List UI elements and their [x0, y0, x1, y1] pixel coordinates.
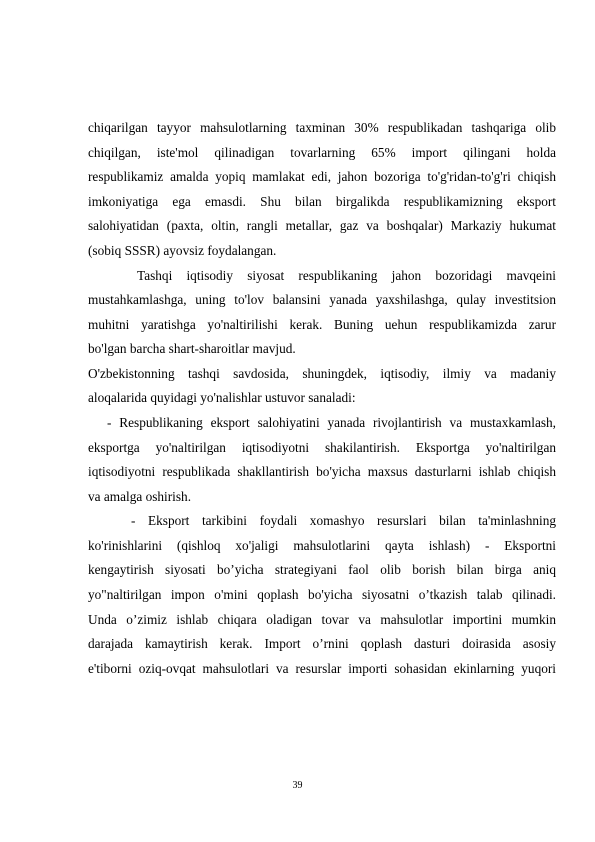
text-line: ko'rinishlarini (qishloq xo'jaligi mahsulotlarini qayta ishlash) - Eksportni: [88, 538, 556, 553]
text-line: - Eksport tarkibini foydali xomashyo resurslari bilan ta'minlashning: [131, 513, 556, 528]
text-line: e'tiborni oziq-ovqat mahsulotlari va resurslar importi sohasidan ekinlarning yuqori: [88, 661, 556, 676]
text-line: yo"naltirilgan impon o'mini qoplash bo'yicha siyosatni o’tkazish talab qilinadi.: [88, 587, 556, 602]
text-line: O'zbekistonning tashqi savdosida, shuningdek, iqtisodiy, ilmiy va madaniy: [88, 366, 556, 381]
text-line: imkoniyatiga ega emasdi. Shu bilan birgalikda respublikamizning eksport: [88, 194, 556, 209]
text-line: va amalga oshirish.: [88, 489, 192, 504]
text-line: - Respublikaning eksport salohiyatini yanada rivojlantirish va mustaxkamlash,: [107, 415, 556, 430]
text-line: iqtisodiyotni respublikada shakllantirish bo'yicha maxsus dasturlarni ishlab chiqish: [88, 464, 556, 479]
text-line: Unda o’zimiz ishlab chiqara oladigan tovar va mahsulotlar importini mumkin: [88, 612, 556, 627]
text-line: mustahkamlashga, uning to'lov balansini yanada yaxshilashga, qulay investitsion: [88, 292, 556, 307]
text-line: eksportga yo'naltirilgan iqtisodiyotni shakilantirish. Eksportga yo'naltirilgan: [88, 440, 556, 455]
text-line: chiqilgan, iste'mol qilinadigan tovarlarning 65% import qilingani holda: [88, 145, 556, 160]
text-line: muhitni yaratishga yo'naltirilishi kerak. Buning uehun respublikamizda zarur: [88, 317, 556, 332]
page-number: 39: [292, 780, 303, 791]
text-line: chiqarilgan tayyor mahsulotlarning taxminan 30% respublikadan tashqariga olib: [88, 120, 556, 135]
text-line: respublikamiz amalda yopiq mamlakat edi, jahon bozoriga to'g'ridan-to'g'ri chiqish: [88, 169, 556, 184]
text-line: (sobiq SSSR) ayovsiz foydalangan.: [88, 243, 277, 258]
text-line: darajada kamaytirish kerak. Import o’rnini qoplash dasturi doirasida asosiy: [88, 636, 556, 651]
text-line: bo'lgan barcha shart-sharoitlar mavjud.: [88, 341, 296, 356]
text-line: aloqalarida quyidagi yo'nalishlar ustuvor sanaladi:: [88, 390, 356, 405]
text-line: salohiyatidan (paxta, oltin, rangli metallar, gaz va boshqalar) Markaziy hukumat: [88, 218, 556, 233]
text-line: Tashqi iqtisodiy siyosat respublikaning jahon bozoridagi mavqeini: [137, 268, 556, 283]
text-line: kengaytirish siyosati bo’yicha strategiyani faol olib borish bilan birga aniq: [88, 562, 556, 577]
